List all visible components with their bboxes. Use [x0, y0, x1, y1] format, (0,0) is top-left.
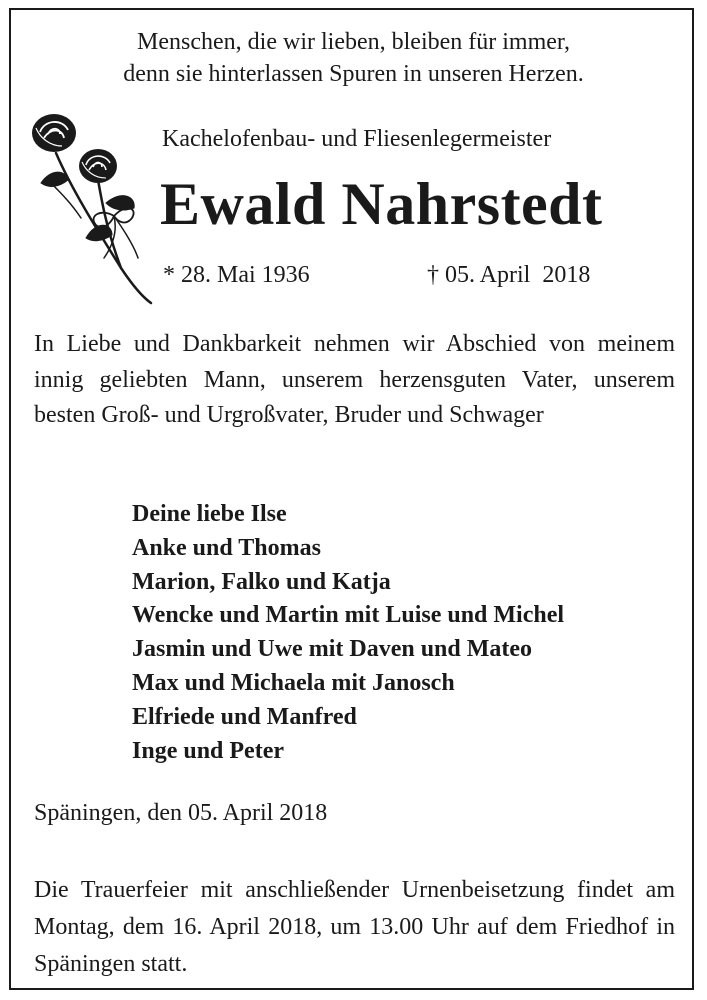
mourner-name: Anke und Thomas	[132, 534, 321, 561]
mourner-name: Max und Michaela mit Janosch	[132, 669, 455, 696]
deceased-profession: Kachelofenbau- und Fliesenlegermeister	[162, 126, 552, 152]
motto-line-2: denn sie hinterlassen Spuren in unseren Herzen.	[123, 61, 584, 87]
mourner-name: Elfriede und Manfred	[132, 703, 357, 730]
mourner-name: Inge und Peter	[132, 737, 284, 764]
rose-icon	[26, 108, 166, 308]
mourner-name: Marion, Falko und Katja	[132, 568, 391, 595]
place-and-date: Späningen, den 05. April 2018	[34, 800, 328, 826]
mourner-name: Deine liebe Ilse	[132, 501, 287, 527]
motto-line-1: Menschen, die wir lieben, bleiben für immer,	[137, 29, 570, 55]
funeral-notice: Die Trauerfeier mit anschließender Urnenbeisetzung findet am Montag, dem 16. April 2018, um 13.00 Uhr auf dem Friedhof in Späningen statt.	[34, 877, 675, 977]
death-date: † 05. April 2018	[427, 262, 591, 288]
birth-date: * 28. Mai 1936	[163, 262, 310, 288]
mourner-name: Wencke und Martin mit Luise und Michel	[132, 602, 565, 629]
deceased-name: Ewald Nahrstedt	[160, 171, 603, 237]
farewell-paragraph: In Liebe und Dankbarkeit nehmen wir Abschied von meinem innig geliebten Mann, unserem herzensguten Vater, unserem besten Groß- und Urgroßvater, Bruder und Schwager	[34, 331, 675, 428]
mourners-list	[132, 498, 564, 768]
mourner-name: Jasmin und Uwe mit Daven und Mateo	[132, 636, 533, 663]
